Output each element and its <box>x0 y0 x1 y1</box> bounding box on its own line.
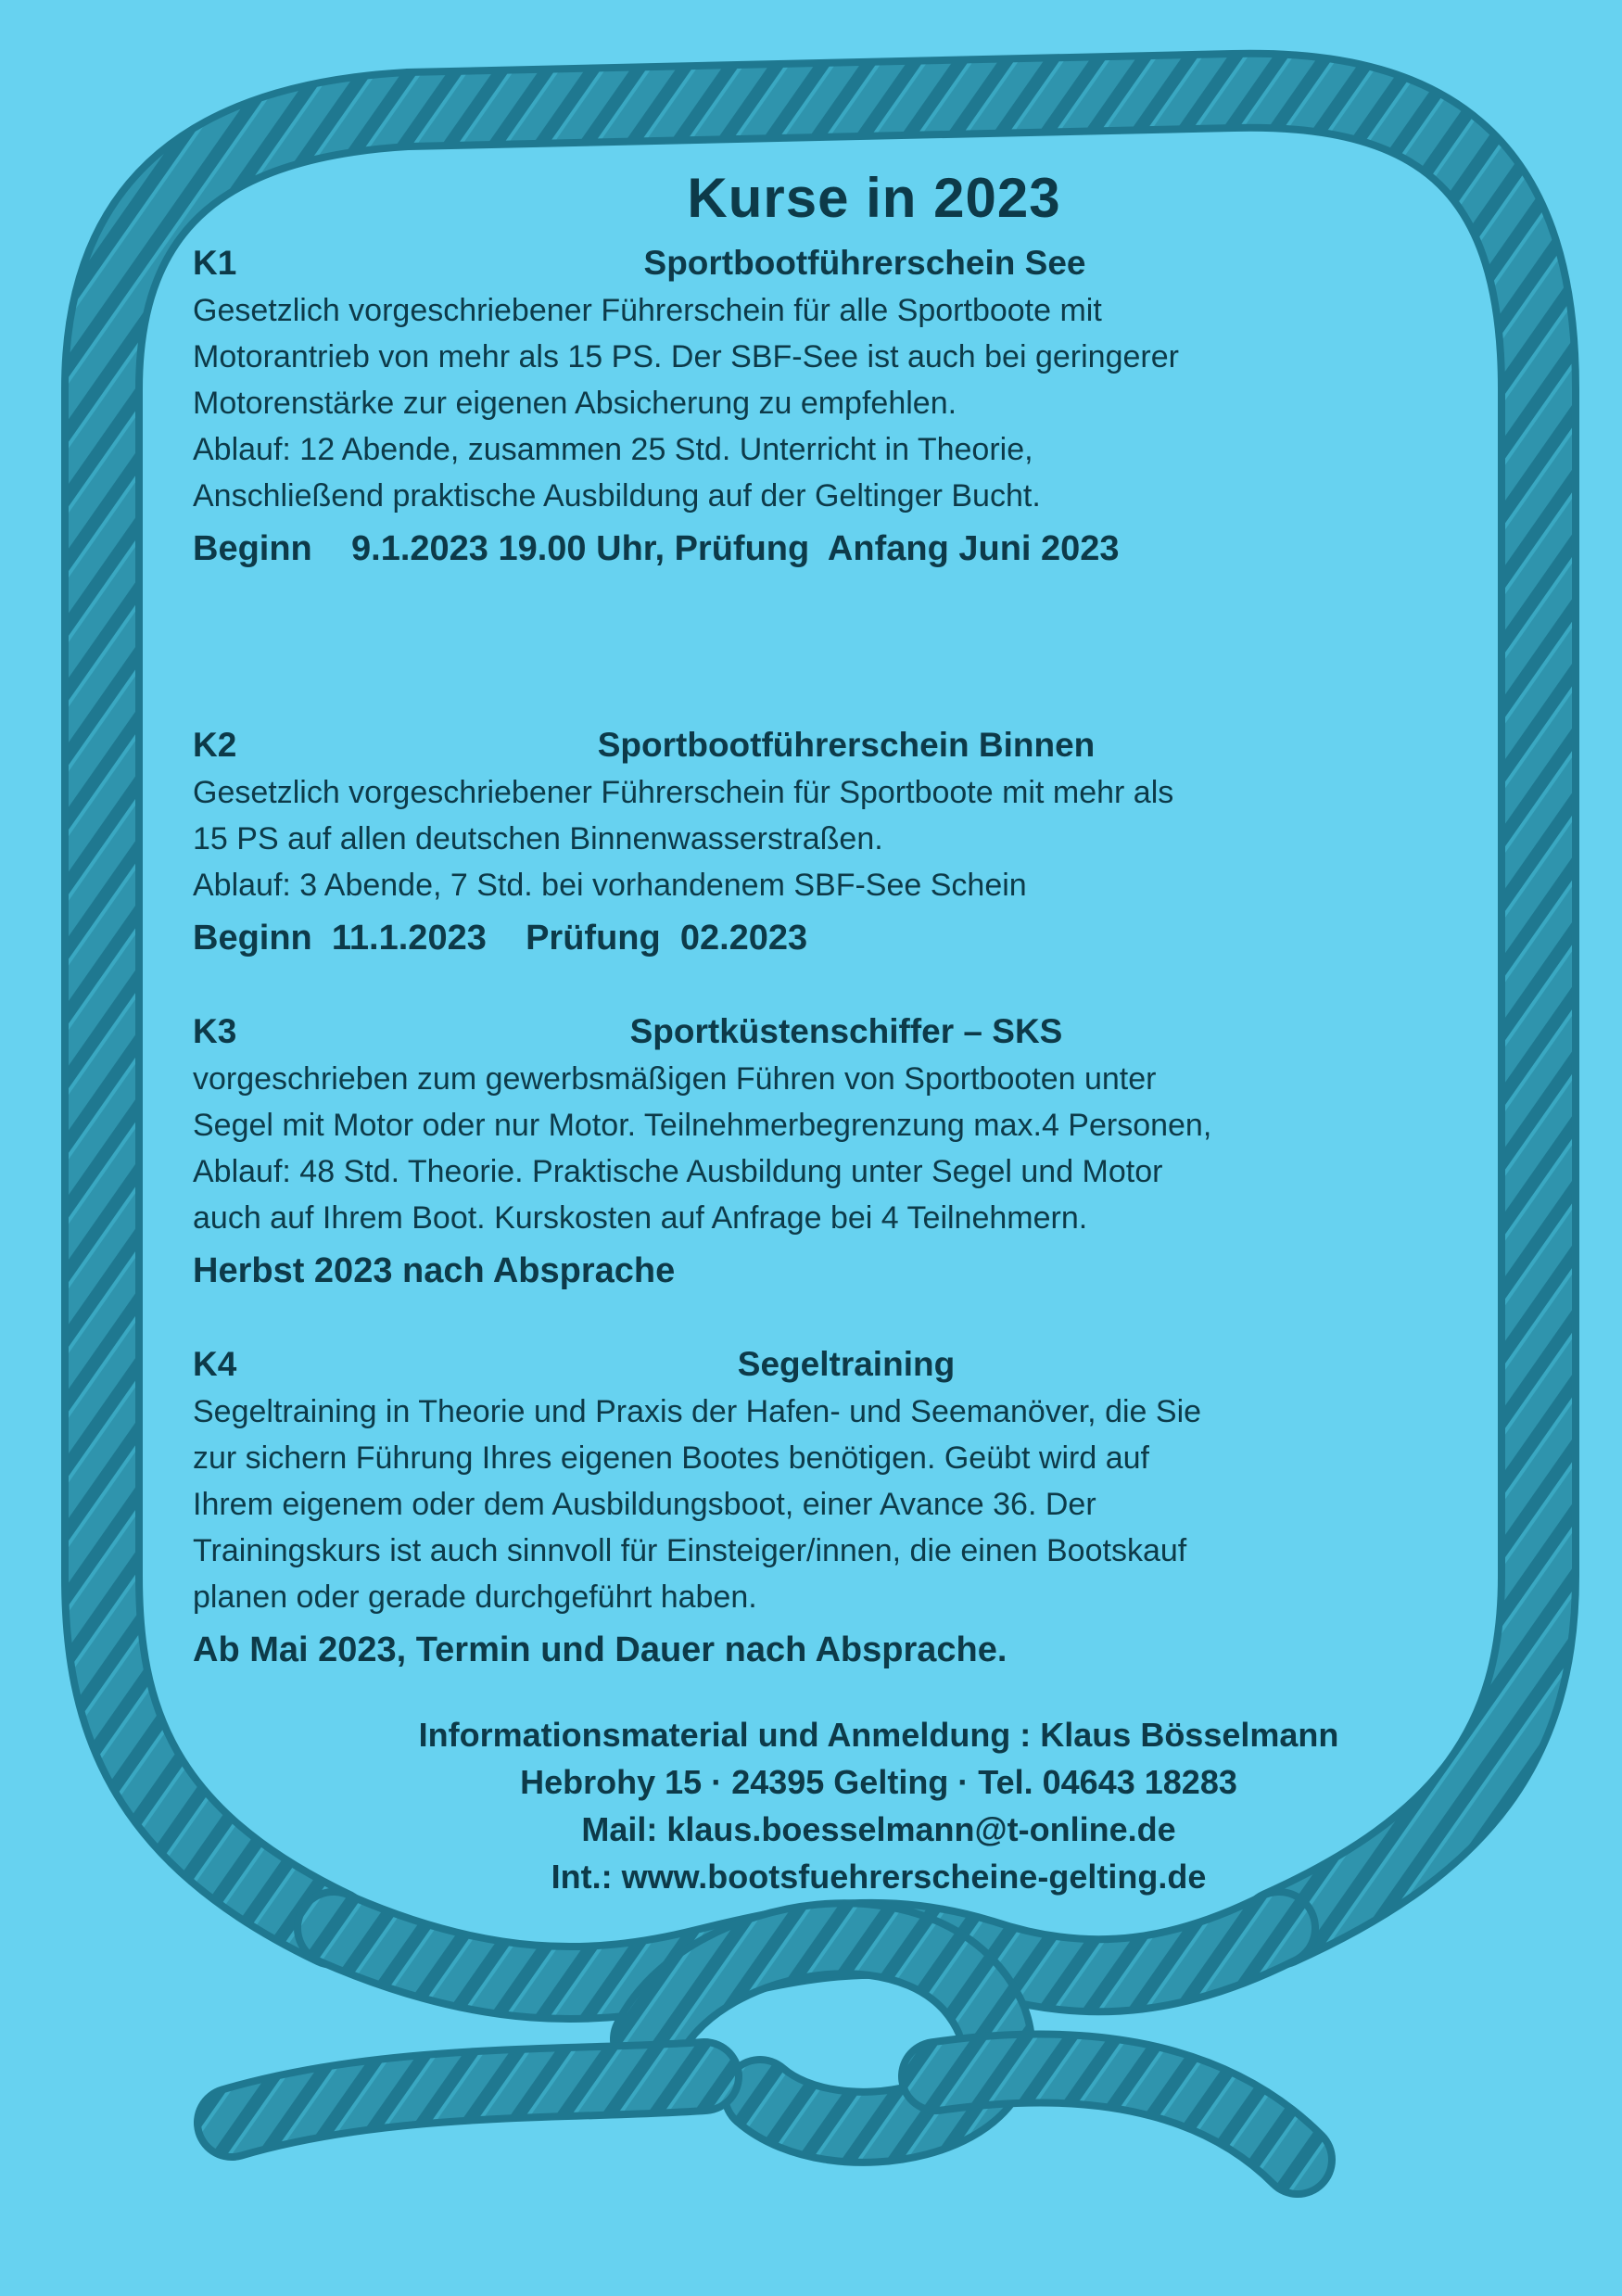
knot <box>232 1928 1298 2160</box>
course-title: Segeltraining <box>737 1345 956 1383</box>
course-heading <box>193 1008 1481 1056</box>
course-schedule: Ab Mai 2023, Termin und Dauer nach Absprache. <box>193 1630 1007 1669</box>
course-title: Sportküstenschiffer – SKS <box>629 1012 1063 1050</box>
course-k2 <box>193 721 1481 1008</box>
course-k1 <box>193 239 1481 721</box>
course-code: K2 <box>193 726 237 764</box>
course-schedule: Beginn 11.1.2023 Prüfung 02.2023 <box>193 919 808 958</box>
course-heading <box>193 239 1481 287</box>
contact-website: Int.: www.bootsfuehrerscheine-gelting.de <box>551 1858 1207 1896</box>
course-k3 <box>193 1008 1481 1340</box>
course-description: Gesetzlich vorgeschriebener Führerschein für alle Sportboote mit Motorantrieb von mehr als 15 PS. Der SBF-See ist auch bei geringerer Motorenstärke zur eigenen Absicherung zu empfehlen. Ablauf: 12 Abende, zusammen 25 Std. Unterricht in Theorie, Anschließend praktische Ausbildung auf der Geltinger Bucht. <box>193 293 1179 514</box>
course-schedule: Herbst 2023 nach Absprache <box>193 1251 676 1290</box>
contact-address-phone: Hebrohy 15 · 24395 Gelting · Tel. 04643 18283 <box>520 1763 1237 1801</box>
contact-registration: Informationsmaterial und Anmeldung : Klaus Bösselmann <box>418 1716 1339 1754</box>
course-title: Sportbootführerschein Binnen <box>597 726 1096 764</box>
course-code: K1 <box>193 244 237 282</box>
course-description: Gesetzlich vorgeschriebener Führerschein für Sportboote mit mehr als 15 PS auf allen deutschen Binnenwasserstraßen. Ablauf: 3 Abende, 7 Std. bei vorhandenem SBF-See Schein <box>193 775 1174 903</box>
course-heading <box>193 721 1481 769</box>
course-code: K4 <box>193 1345 237 1383</box>
course-k4 <box>193 1340 1481 1711</box>
page-title: Kurse in 2023 <box>687 167 1061 229</box>
course-code: K3 <box>193 1012 237 1050</box>
course-schedule: Beginn 9.1.2023 19.00 Uhr, Prüfung Anfang Juni 2023 <box>193 529 1120 568</box>
contact-email: Mail: klaus.boesselmann@t-online.de <box>581 1810 1176 1848</box>
course-description: Segeltraining in Theorie und Praxis der Hafen- und Seemanöver, die Sie zur sichern Führung Ihres eigenen Bootes benötigen. Geübt wird auf Ihrem eigenem oder dem Ausbildungsboot, einer Avance 36. Der Trainingskurs ist auch sinnvoll für Einsteiger/innen, die einen Bootskauf planen oder gerade durchgeführt haben. <box>193 1394 1202 1615</box>
course-description: vorgeschrieben zum gewerbsmäßigen Führen von Sportbooten unter Segel mit Motor oder nur Motor. Teilnehmerbegrenzung max.4 Personen, Ablauf: 48 Std. Theorie. Praktische Ausbildung unter Segel und Motor auch auf Ihrem Boot. Kurskosten auf Anfrage bei 4 Teilnehmern. <box>193 1061 1212 1236</box>
course-title: Sportbootführerschein See <box>643 244 1086 282</box>
course-heading <box>193 1340 1481 1389</box>
contact-info <box>193 1711 1481 1900</box>
course-flyer <box>193 158 1481 1900</box>
